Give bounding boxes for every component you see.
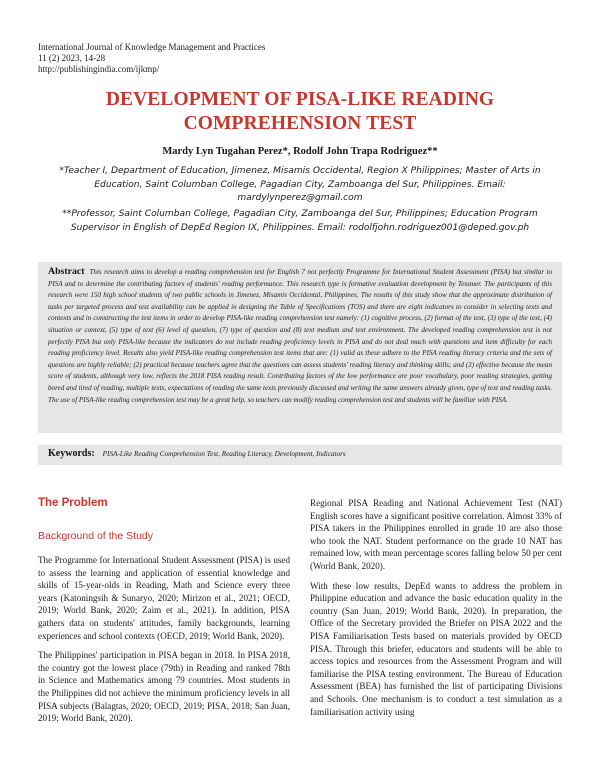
body-paragraph: With these low results, DepEd wants to address the problem in Philippine education and advance the basic education quality in the country (San Juan, 2019; World Bank, 2020). In preparation, the Office of the Secretary provided the Briefer on PISA 2022 and the PISA Familiarisation Tests based on materials provided by OECD PISA. Through this briefer, educators and students will be able to access topics and resources from the Assessment Program and will familiarise the PISA testing environment. The Bureau of Education Assessment (BEA) has furnished the list of participating Divisions and Schools. One mechanism is to conduct a test simulation as a familiarisation activity using	[310, 580, 562, 717]
abstract-body: This research aims to develop a reading comprehension test for English 7 not perfectly Programme for International Student Assessment (PISA) but similar to PISA and to determine the contributing factors of students' reading performance. This research type is formative evaluation development by Tessmer. The participants of this research were 150 high school students of two public schools in Jimenez, Misamis Occidental, Philippines. The results of this study show that the approximate distribution of tasks per targeted process and text availability can be applied in designing the Table of Specifications (TOS) and there are eight indicators to consider in selecting texts and contexts and in constructing the test items in order to develop PISA-like reading comprehension test namely: (1) cognitive process, (2) format of the text, (3) type of the text, (4) situation or context, (5) type of text (6) level of question, (7) type of question and (8) text medium and text environment. The developed reading comprehension test is not perfectly PISA but only PISA-like because the indicators do not include reading proficiency levels in PISA and do not deal much with questions and item difficulty for each reading proficiency level. Results also yield PISA-like reading comprehension test items that are: (1) valid as these adhere to the PISA reading literacy criteria and the sets of questions are highly reliable; (2) practical because teachers agree that the questions can assess students' reading literacy and thinking skills; and (3) effective because the mean score of students, although very low, reflects the 2018 PISA reading result. Contributing factors of the low performance are poor vocabulary, poor reading strategies, getting bored and tired of reading, multiple texts, expectations of reading the same texts previously discussed and writing the same answers already given, type of text and reading tasks. The use of PISA-like reading comprehension test may be a great help, so teachers can modify reading comprehension test and students will be familiar with PISA.	[48, 268, 552, 404]
keywords	[48, 448, 346, 459]
paper-title-line2: COMPREHENSION TEST	[183, 113, 417, 134]
paper-authors: Mardy Lyn Tugahan Perez*, Rodolf John Trapa Rodriguez**	[162, 146, 438, 157]
body-paragraph: The Programme for International Student Assessment (PISA) is used to assess the learning and application of essential knowledge and skills of 15-year-olds in Reading, Math and Science every three years (Katoningsih & Sunaryo, 2020; Mirizon et al., 2021; OECD, 2019; World Bank, 2020; Zaim et al., 2021). In addition, PISA gathers data on students' attitudes, family backgrounds, learning experiences and school contexts (OECD, 2019; World Bank, 2020).	[38, 555, 290, 641]
body-paragraph: The Philippines' participation in PISA began in 2018. In PISA 2018, the country got the lowest place (79th) in Reading and ranked 78th in Science and Mathematics among 79 countries. Most students in the Philippines did not achieve the minimum proficiency levels in all PISA subjects (Balagtas, 2020; OECD, 2019; PISA, 2018; San Juan, 2019; World Bank, 2020).	[38, 650, 290, 724]
left-column	[38, 554, 290, 732]
affiliation-1: *Teacher I, Department of Education, Jimenez, Misamis Occidental, Region X Philippines; Master of Arts in Education, Saint Columban College, Pagadian City, Zamboanga del Sur, Philippines. Email: mardylynperez@gmail.com	[59, 166, 541, 204]
journal-name: International Journal of Knowledge Management and Practices	[38, 42, 266, 52]
right-column	[310, 497, 562, 725]
abstract	[48, 266, 552, 406]
paper-title-line1: DEVELOPMENT OF PISA-LIKE READING	[105, 89, 495, 110]
keywords-box	[38, 445, 562, 465]
abstract-label: Abstract	[48, 266, 85, 277]
body-paragraph: Regional PISA Reading and National Achievement Test (NAT) English scores have a significant positive correlation. Almost 33% of PISA takers in the Philippines enrolled in grade 10 are also those who took the NAT. Student performance on the grade 10 NAT has remained low, with mean percentage scores falling below 50 per cent (World Bank, 2020).	[310, 498, 562, 571]
keywords-body: PISA-Like Reading Comprehension Test, Reading Literacy, Development, Indicators	[102, 450, 346, 458]
section-subheading: Background of the Study	[38, 530, 153, 542]
journal-header	[38, 42, 265, 76]
section-heading: The Problem	[38, 497, 108, 509]
abstract-box	[38, 262, 562, 433]
journal-issue: 11 (2) 2023, 14-28	[38, 53, 106, 64]
affiliation-2: **Professor, Saint Columban College, Pagadian City, Zamboanga del Sur, Philippines; Education Program Supervisor in English of DepEd Region IX, Philippines. Email: rodolfjohn.rodriguez001@deped.gov.ph	[62, 209, 538, 233]
keywords-label: Keywords:	[48, 448, 95, 459]
journal-url[interactable]: http://publishingindia.com/ijkmp/	[38, 64, 160, 75]
paper-title	[20, 88, 580, 136]
